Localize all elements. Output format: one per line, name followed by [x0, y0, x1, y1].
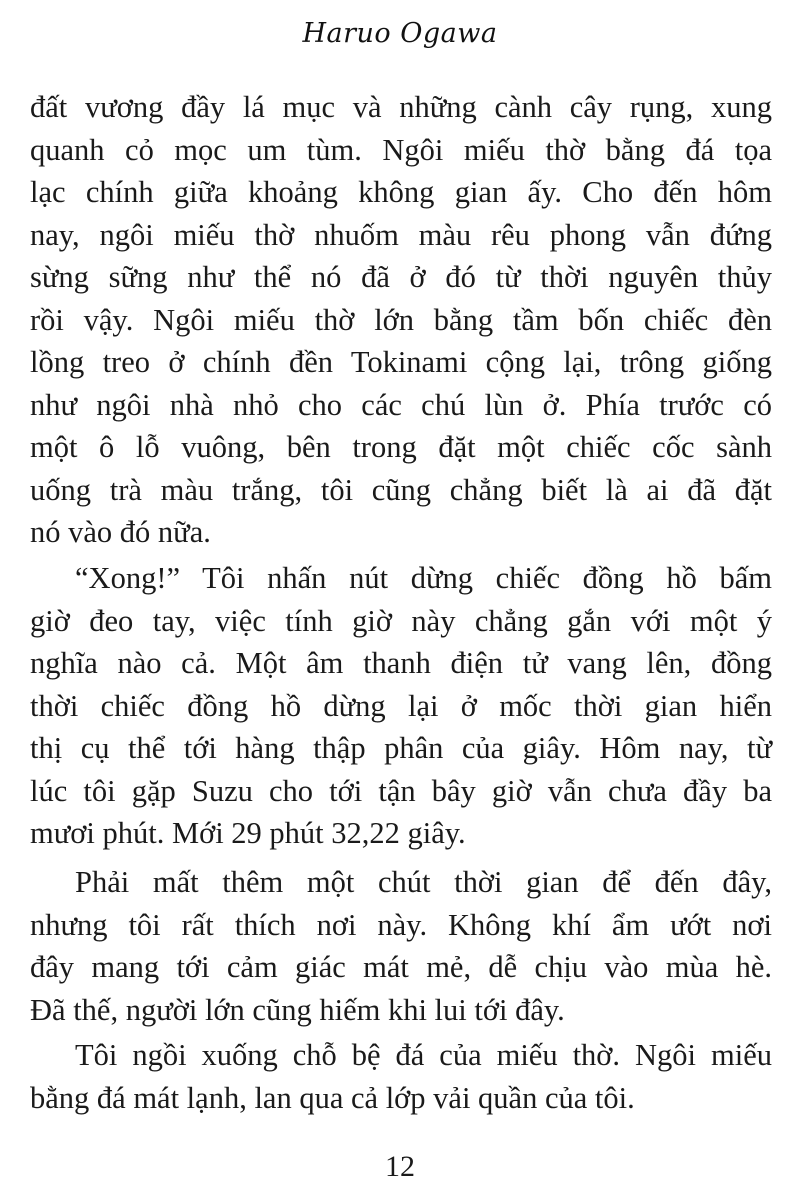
text-line: lúc tôi gặp Suzu cho tới tận bây giờ vẫn chưa đầy ba — [30, 773, 772, 808]
text-line: đất vương đầy lá mục và những cành cây rụng, xung — [30, 90, 772, 124]
text-line: uống trà màu trắng, tôi cũng chẳng biết là ai đã đặt — [30, 472, 772, 507]
text-line: nghĩa nào cả. Một âm thanh điện tử vang lên, đồng — [30, 646, 772, 680]
text-line: đây mang tới cảm giác mát mẻ, dễ chịu vào mùa hè. — [30, 950, 772, 984]
text-line: nó vào đó nữa. — [30, 515, 211, 549]
text-line: Đã thế, người lớn cũng hiếm khi lui tới đây. — [30, 992, 565, 1027]
text-line: giờ đeo tay, việc tính giờ này chẳng gắn với một ý — [30, 603, 772, 638]
text-line: nay, ngôi miếu thờ nhuốm màu rêu phong vẫn đứng — [30, 217, 772, 252]
text-line: một ô lỗ vuông, bên trong đặt một chiếc cốc sành — [30, 430, 772, 464]
text-line: sừng sững như thể nó đã ở đó từ thời nguyên thủy — [30, 260, 772, 294]
text-line: bằng đá mát lạnh, lan qua cả lớp vải quần của tôi. — [30, 1080, 635, 1115]
paragraph — [30, 557, 772, 855]
paragraph — [30, 86, 772, 554]
paragraph — [30, 861, 772, 1031]
paragraph — [30, 1034, 772, 1119]
text-line: lạc chính giữa khoảng không gian ấy. Cho đến hôm — [30, 175, 772, 209]
text-line: rồi vậy. Ngôi miếu thờ lớn bằng tầm bốn chiếc đèn — [30, 302, 772, 337]
text-line: quanh cỏ mọc um tùm. Ngôi miếu thờ bằng đá tọa — [30, 132, 772, 167]
text-line: Phải mất thêm một chút thời gian để đến đây, — [75, 865, 772, 899]
running-header-author: Haruo Ogawa — [302, 18, 498, 49]
text-line: lồng treo ở chính đền Tokinami cộng lại, trông giống — [30, 345, 772, 379]
text-line: như ngôi nhà nhỏ cho các chú lùn ở. Phía trước có — [30, 387, 772, 422]
text-line: thời chiếc đồng hồ dừng lại ở mốc thời gian hiển — [30, 688, 772, 723]
text-line: nhưng tôi rất thích nơi này. Không khí ẩm ướt nơi — [30, 907, 772, 942]
text-line: thị cụ thể tới hàng thập phân của giây. Hôm nay, từ — [30, 731, 772, 765]
text-line: “Xong!” Tôi nhấn nút dừng chiếc đồng hồ bấm — [75, 561, 772, 595]
text-line: Tôi ngồi xuống chỗ bệ đá của miếu thờ. Ngôi miếu — [75, 1038, 772, 1072]
page-number: 12 — [385, 1150, 415, 1183]
text-line: mươi phút. Mới 29 phút 32,22 giây. — [30, 816, 466, 850]
